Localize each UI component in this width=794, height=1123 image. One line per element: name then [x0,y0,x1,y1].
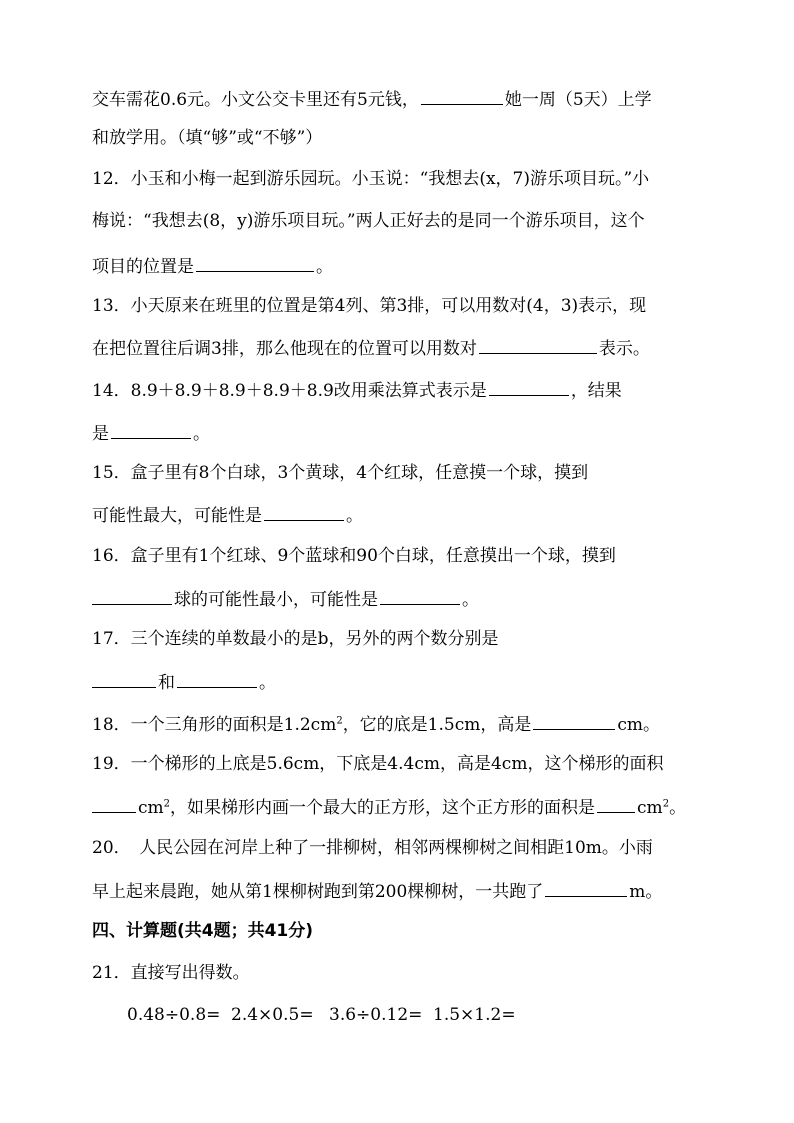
question-12-line-1 [92,167,649,191]
answer-blank[interactable] [264,502,344,521]
section-heading [92,919,313,943]
question-13-line-1 [92,294,646,318]
answer-blank[interactable] [380,586,460,605]
question-text: 项目的位置是 [92,257,194,277]
calculation-item: 1.5×1.2= [433,1005,516,1025]
question-text: 。 [193,424,210,444]
question-text: 13．小天原来在班里的位置是第4列、第3排，可以用数对(4，3)表示，现 [92,296,647,316]
question-15-line-1 [92,461,588,485]
answer-blank[interactable] [597,794,635,813]
question-text: 梅说：“我想去(8，y)游乐项目玩。”两人正好去的是同一个游乐项目，这个 [92,211,645,231]
answer-blank[interactable] [177,669,257,688]
question-17-line-2 [92,669,276,695]
question-text: 18．一个三角形的面积是1.2cm [92,715,337,735]
question-11-line-2 [92,126,322,150]
question-text: cm [637,798,663,818]
superscript: 2 [662,798,670,810]
question-text: 20． 人民公园在河岸上种了一排柳树，相邻两棵柳树之间相距10m。小雨 [92,838,653,858]
question-text: 19．一个梯形的上底是5.6cm，下底是4.4cm，高是4cm，这个梯形的面积 [92,754,664,774]
question-text: 可能性最大，可能性是 [92,506,262,526]
question-text: cm。 [617,715,661,735]
question-21-title [92,961,250,985]
question-13-line-2 [92,335,650,361]
answer-blank[interactable] [421,86,503,105]
answer-blank[interactable] [196,253,314,272]
question-16-line-2 [92,586,479,612]
question-15-line-2 [92,502,363,528]
question-text: 是 [92,424,109,444]
question-text: 17．三个连续的单数最小的是b，另外的两个数分别是 [92,629,499,649]
question-text: 她一周（5天）上学 [504,90,652,110]
question-text: 交车需花0.6元。小文公交卡里还有5元钱， [92,90,419,110]
question-11-line-1 [92,86,652,112]
question-19-line-1 [92,752,663,776]
question-text: 。 [669,798,687,818]
question-20-line-2 [92,878,662,904]
question-text: 和 [158,673,175,693]
answer-blank[interactable] [92,586,172,605]
question-text: 表示。 [598,339,650,359]
question-text: cm [138,798,164,818]
answer-blank[interactable] [92,794,136,813]
question-19-line-2 [92,794,686,820]
answer-blank[interactable] [545,878,627,897]
calculation-item: 2.4×0.5= [231,1005,314,1025]
question-text: ，如果梯形内画一个最大的正方形，这个正方形的面积是 [170,798,596,818]
section-title: 四、计算题(共4题；共41分) [92,921,314,941]
question-text: 21．直接写出得数。 [92,963,250,983]
question-16-line-1 [92,544,616,568]
calculation-item: 0.48÷0.8= [127,1005,221,1025]
question-text: 15．盒子里有8个白球，3个黄球，4个红球，任意摸一个球，摸到 [92,463,589,483]
question-text: 早上起来晨跑，她从第1棵柳树跑到第200棵柳树，一共跑了 [92,882,544,902]
question-text: 。 [462,590,479,610]
answer-blank[interactable] [489,377,569,396]
question-20-line-1 [92,836,653,860]
question-14-line-2 [92,420,210,446]
question-text: m。 [629,882,663,902]
question-text: ，结果 [570,381,622,401]
answer-blank[interactable] [533,711,615,730]
question-text: 。 [259,673,276,693]
question-12-line-3 [92,253,333,279]
question-17-line-1 [92,627,499,651]
question-text: 球的可能性最小，可能性是 [174,590,378,610]
question-text: 16．盒子里有1个红球、9个蓝球和90个白球，任意摸出一个球，摸到 [92,546,616,566]
question-18-line [92,711,660,737]
superscript: 2 [336,715,343,727]
question-12-line-2 [92,209,645,233]
calculation-item: 3.6÷0.12= [329,1005,423,1025]
calculation-row [127,1003,516,1027]
answer-blank[interactable] [479,335,597,354]
question-14-line-1 [92,377,622,403]
question-text: 在把位置往后调3排，那么他现在的位置可以用数对 [92,339,477,359]
question-text: 。 [346,506,363,526]
question-text: 14．8.9＋8.9＋8.9＋8.9＋8.9改用乘法算式表示是 [92,381,487,401]
question-text: ，它的底是1.5cm，高是 [342,715,532,735]
question-text: 12．小玉和小梅一起到游乐园玩。小玉说：“我想去(x，7)游乐项目玩。”小 [92,169,650,189]
superscript: 2 [163,798,171,810]
answer-blank[interactable] [92,669,156,688]
question-text: 。 [316,257,333,277]
question-text: 和放学用。（填“够”或“不够”） [92,128,323,148]
answer-blank[interactable] [111,420,191,439]
